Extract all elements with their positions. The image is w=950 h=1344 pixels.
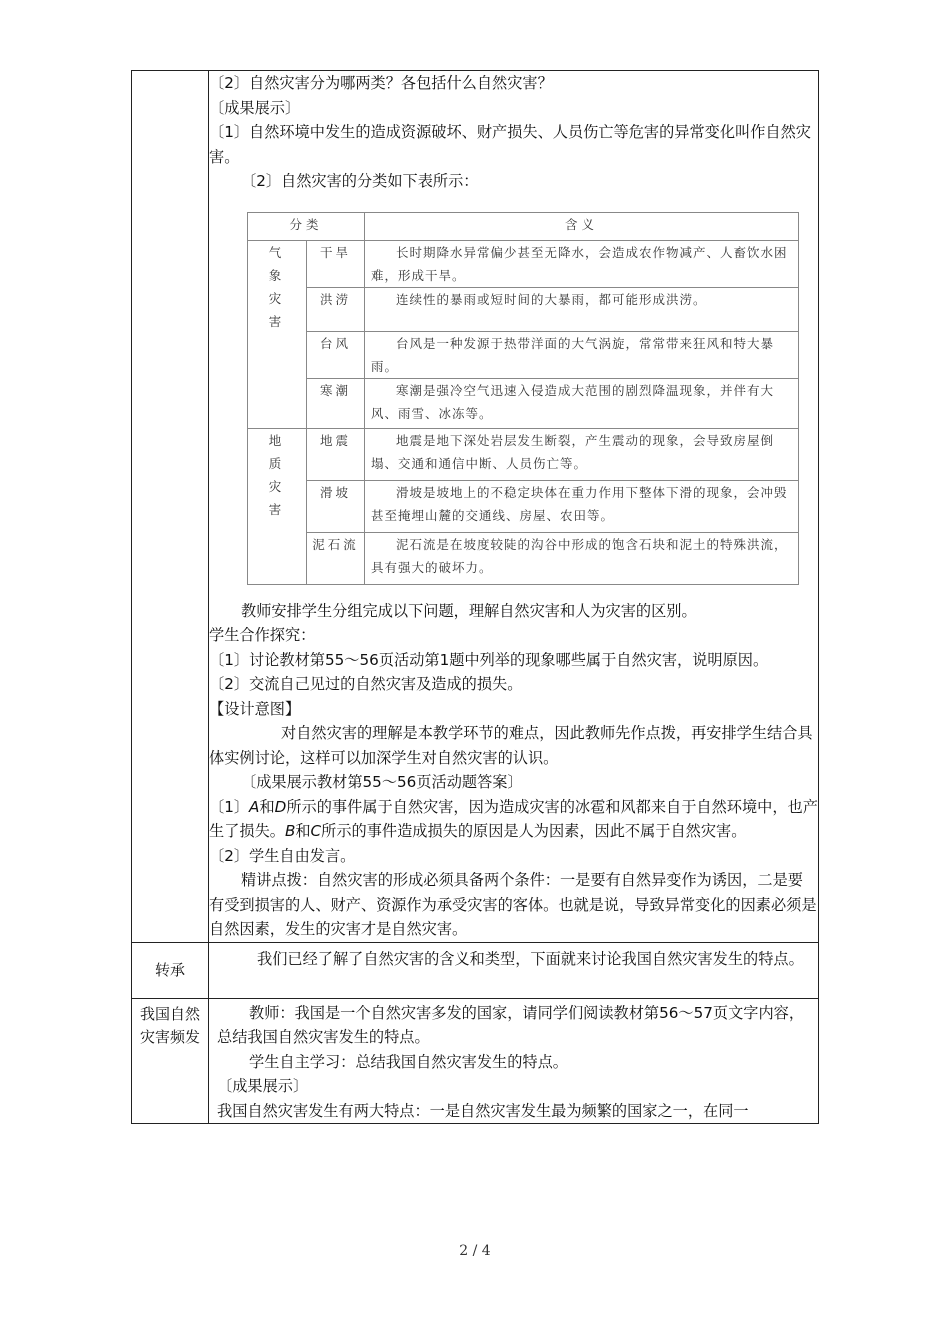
table-row [248, 240, 799, 287]
meaning-cell: 长时期降水异常偏少甚至无降水，会造成农作物减产、人畜饮水困难，形成干旱。 [365, 240, 799, 287]
table-row [248, 378, 799, 428]
design-title: 【设计意图】 [209, 699, 301, 718]
group-geological [248, 428, 307, 584]
group-label: 气象灾害 [268, 244, 286, 329]
meaning-cell: 泥石流是在坡度较陡的沟谷中形成的饱含石块和泥土的特殊洪流，具有强大的破坏力。 [365, 532, 799, 584]
letter-a: A [249, 797, 260, 816]
row-transition [132, 942, 819, 998]
key-point: 精讲点拨：自然灾害的形成必须具备两个条件：一是要有自然异变作为诱因，二是要有受到损害的人、财产、资源作为承受灾害的客体。也就是说，导致异常变化的因素必须是自然因素，发生的灾害才是自然灾害。 [209, 871, 817, 938]
type-cell: 干旱 [307, 240, 365, 287]
answer-and: 和 [295, 822, 311, 840]
lesson-table [131, 70, 819, 1124]
table-row [248, 428, 799, 480]
answer-text-a: 所示的事件属于自然灾害，因为造成灾害的冰雹和风都来自于自然环境中，也产生了损失。 [209, 797, 818, 840]
letter-d: D [274, 797, 287, 816]
type-cell: 台风 [307, 331, 365, 378]
transition-label: 转承 [132, 942, 209, 998]
meaning-cell: 寒潮是强冷空气迅速入侵造成大范围的剧烈降温现象，并伴有大风、雨雪、冰冻等。 [365, 378, 799, 428]
table-row [248, 287, 799, 331]
frequent-result-title: 〔成果展示〕 [217, 1077, 309, 1095]
type-cell: 泥石流 [307, 532, 365, 584]
row-natural-disaster [132, 71, 819, 943]
coop-question-1: 〔1〕讨论教材第55～56页活动第1题中列举的现象哪些属于自然灾害，说明原因。 [209, 650, 769, 669]
transition-text: 我们已经了解了自然灾害的含义和类型，下面就来讨论我国自然灾害发生的特点。 [257, 949, 804, 968]
letter-c: C [310, 822, 322, 840]
design-text: 对自然灾害的理解是本教学环节的难点，因此教师先作点拨，再安排学生结合具体实例讨论，这样可以加深学生对自然灾害的认识。 [209, 724, 813, 767]
coop-question-2: 〔2〕交流自己见过的自然灾害及造成的损失。 [209, 675, 523, 693]
header-category: 分类 [248, 212, 365, 240]
classification-table [247, 212, 799, 585]
row-content-main [209, 71, 819, 943]
definition-text: 〔1〕自然环境中发生的造成资源破坏、财产损失、人员伤亡等危害的异常变化叫作自然灾害。 [209, 123, 811, 166]
type-cell: 地震 [307, 428, 365, 480]
meaning-cell: 台风是一种发源于热带洋面的大气涡旋，常常带来狂风和特大暴雨。 [365, 331, 799, 378]
type-cell: 洪涝 [307, 287, 365, 331]
answer-text-b: 所示的事件造成损失的原因是人为因素，因此不属于自然灾害。 [321, 822, 747, 840]
frequent-label [132, 998, 209, 1124]
answer-1 [209, 795, 818, 844]
table-row [248, 331, 799, 378]
meaning-cell: 连续性的暴雨或短时间的大暴雨，都可能形成洪涝。 [365, 287, 799, 331]
group-label: 地质灾害 [268, 432, 286, 517]
table-row [248, 480, 799, 532]
answer-2: 〔2〕学生自由发言。 [209, 846, 356, 865]
answer-title: 〔成果展示教材第55～56页活动题答案〕 [241, 773, 523, 791]
header-meaning: 含义 [365, 212, 799, 240]
type-cell: 寒潮 [307, 378, 365, 428]
row-frequent [132, 998, 819, 1124]
frequent-result-text: 我国自然灾害发生有两大特点：一是自然灾害发生最为频繁的国家之一，在同一 [217, 1101, 749, 1120]
row-label-empty [132, 71, 209, 943]
teacher-arrange: 教师安排学生分组完成以下问题，理解自然灾害和人为灾害的区别。 [241, 601, 697, 620]
coop-title: 学生合作探究： [209, 626, 316, 644]
meaning-cell: 地震是地下深处岩层发生断裂，产生震动的现象，会导致房屋倒塌、交通和通信中断、人员伤亡等。 [365, 428, 799, 480]
group-meteorological [248, 240, 307, 428]
frequent-teacher: 教师：我国是一个自然灾害多发的国家，请同学们阅读教材第56～57页文字内容，总结我国自然灾害发生的特点。 [217, 1003, 805, 1046]
frequent-student: 学生自主学习：总结我国自然灾害发生的特点。 [249, 1052, 568, 1071]
type-cell: 滑坡 [307, 480, 365, 532]
letter-b: B [284, 822, 296, 840]
question-2: 〔2〕自然灾害分为哪两类？各包括什么自然灾害？ [209, 74, 553, 92]
classification-intro: 〔2〕自然灾害的分类如下表所示： [241, 172, 479, 190]
meaning-cell: 滑坡是坡地上的不稳定块体在重力作用下整体下滑的现象，会冲毁甚至掩埋山麓的交通线、房屋、农田等。 [365, 480, 799, 532]
frequent-label-text: 我国自然灾害频发 [140, 1004, 201, 1046]
answer-and: 和 [259, 797, 275, 816]
classification-figure [247, 212, 818, 585]
result-title: 〔成果展示〕 [209, 98, 301, 117]
answer-prefix: 〔1〕 [209, 797, 250, 816]
transition-content [209, 942, 819, 998]
table-row [248, 532, 799, 584]
table-header-row [248, 212, 799, 240]
frequent-content [209, 998, 819, 1124]
page-number: 2 / 4 [459, 1243, 491, 1259]
